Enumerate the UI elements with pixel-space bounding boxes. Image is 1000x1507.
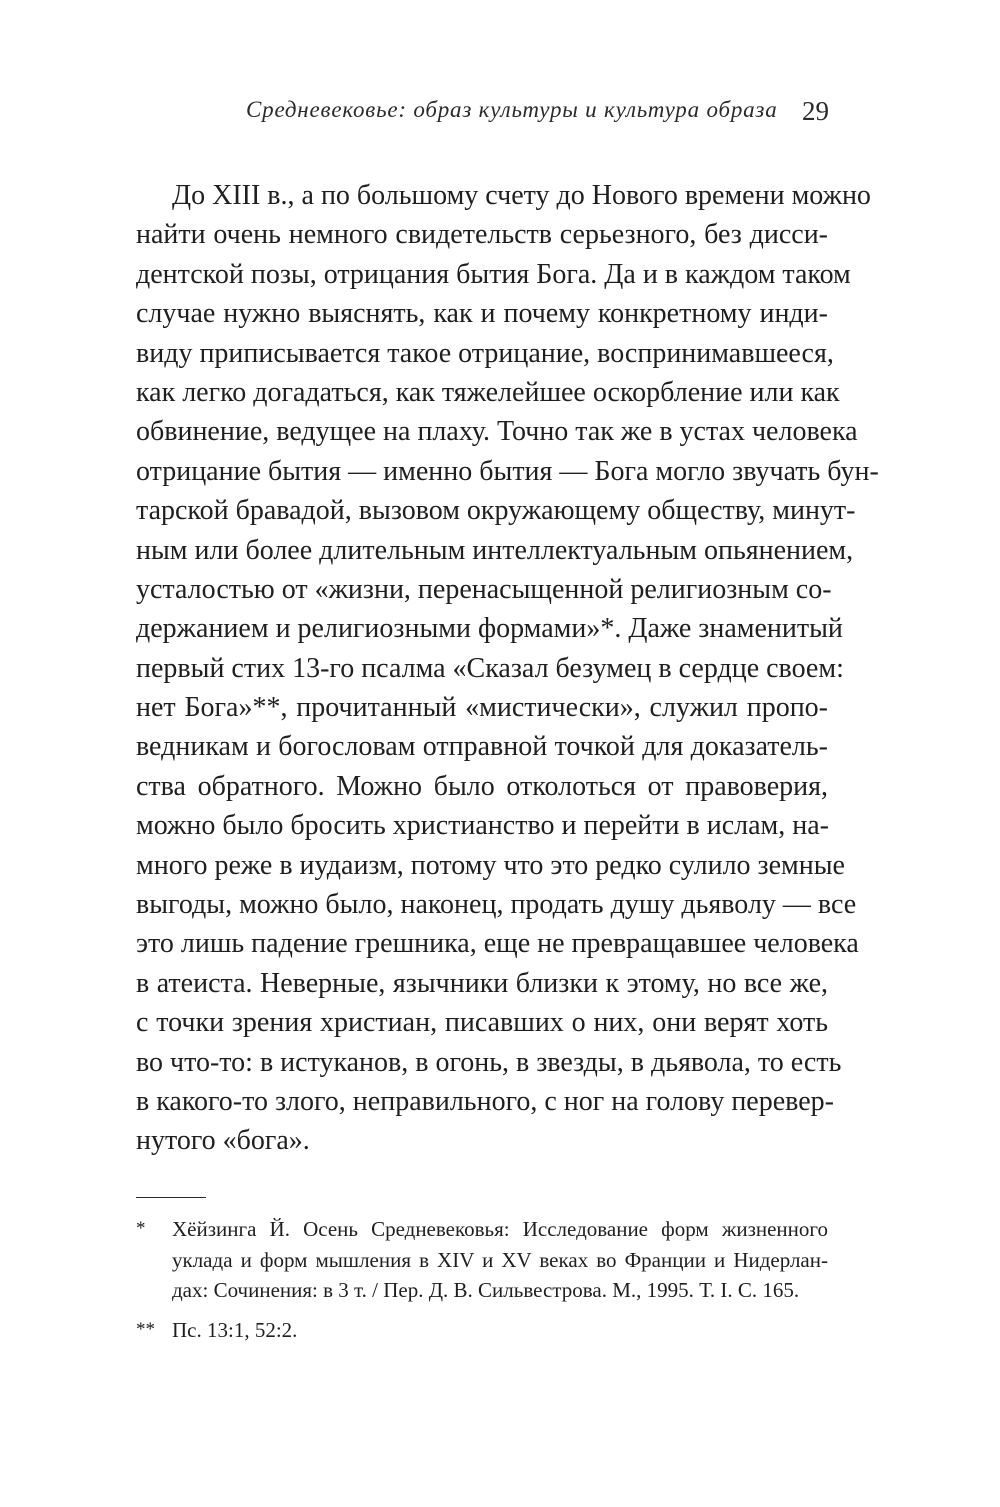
text-line: первый стих 13-го псалма «Сказал безумец в сердце своем: xyxy=(136,652,844,684)
text-line: много реже в иудаизм, потому что это редко сулило земные xyxy=(136,849,845,881)
text-line: во что-то: в истуканов, в огонь, в звезды, в дьявола, то есть xyxy=(136,1046,842,1078)
footnote-separator xyxy=(136,1197,206,1198)
text-line: отрицание бытия — именно бытия — Бога могло звучать бун- xyxy=(136,455,879,487)
text-line: это лишь падение грешника, еще не превращавшее человека xyxy=(136,928,859,960)
footnote-line: Пс. 13:1, 52:2. xyxy=(172,1317,298,1342)
text-line: обвинение, ведущее на плаху. Точно так же в устах человека xyxy=(136,416,858,448)
running-title: Средневековье: образ культуры и культура образа xyxy=(246,97,778,122)
footnote xyxy=(136,1315,828,1346)
text-line: тарской бравадой, вызовом окружающему обществу, минут- xyxy=(136,495,856,527)
footnote-line: Хёйзинга Й. Осень Средневековья: Исследование форм жизненного xyxy=(172,1217,828,1241)
text-line: можно было бросить христианство и перейти в ислам, на- xyxy=(136,810,829,842)
footnotes xyxy=(136,1214,828,1354)
text-line: ным или более длительным интеллектуальным опьянением, xyxy=(136,534,854,566)
footnote xyxy=(136,1214,828,1306)
text-line: в атеиста. Неверные, язычники близки к этому, но все же, xyxy=(136,967,828,999)
text-line: нет Бога»**, прочитанный «мистически», служил пропо- xyxy=(136,692,828,724)
page-number: 29 xyxy=(802,96,829,126)
text-line: выгоды, можно было, наконец, продать душу дьяволу — все xyxy=(136,889,857,921)
footnote-line: уклада и форм мышления в XIV и XV веках во Франции и Нидерлан- xyxy=(172,1247,828,1272)
text-line: случае нужно выяснять, как и почему конкретному инди- xyxy=(136,298,828,330)
text-line: держанием и религиозными формами»*. Даже знаменитый xyxy=(136,613,843,645)
footnote-mark: ** xyxy=(136,1318,155,1340)
text-line: усталостью от «жизни, перенасыщенной религиозным со- xyxy=(136,573,832,605)
text-line: найти очень немного свидетельств серьезного, без дисси- xyxy=(136,219,828,251)
footnote-mark: * xyxy=(136,1218,146,1239)
text-line: ства обратного. Можно было отколоться от правоверия, xyxy=(136,770,828,802)
text-line: ведникам и богословам отправной точкой для доказатель- xyxy=(136,731,828,763)
text-line: До XIII в., а по большому счету до Нового времени можно xyxy=(172,180,871,211)
text-line: дентской позы, отрицания бытия Бога. Да и в каждом таком xyxy=(136,258,851,290)
text-line: как легко догадаться, как тяжелейшее оскорбление или как xyxy=(136,376,840,408)
main-text xyxy=(136,176,879,1161)
text-line: с точки зрения христиан, писавших о них, они верят хоть xyxy=(136,1007,828,1039)
footnote-line: дах: Сочинения: в 3 т. / Пер. Д. В. Сильвестрова. М., 1995. Т. I. С. 165. xyxy=(172,1278,800,1302)
text-line: в какого-то злого, неправильного, с ног на голову перевер- xyxy=(136,1085,834,1117)
text-line: нутого «бога». xyxy=(136,1125,310,1157)
text-line: виду приписывается такое отрицание, воспринимавшееся, xyxy=(136,337,834,369)
